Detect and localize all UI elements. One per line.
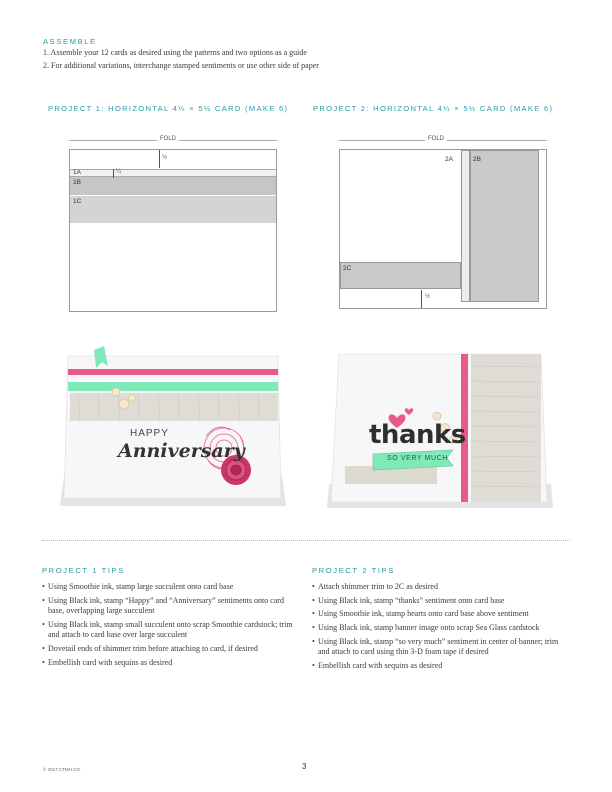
label-1c: 1C: [73, 198, 82, 205]
assemble-step-1: 1. Assemble your 12 cards as desired using the patterns and two options as a guide: [43, 48, 307, 57]
dim-gap-label: ¼: [116, 169, 122, 175]
project2-tips-list: [312, 582, 568, 675]
dim-arrow-top: [159, 150, 160, 168]
label-2c: 2C: [343, 265, 352, 272]
tip-item: • Attach shimmer trim to 2C as desired: [312, 582, 568, 593]
strip-1a: [70, 169, 276, 177]
tip-item: • Embellish card with sequins as desired: [312, 661, 568, 672]
project1-tips-list: [42, 582, 298, 671]
project1-tips-heading: PROJECT 1 TIPS: [42, 566, 125, 575]
project1-title: PROJECT 1: HORIZONTAL 4¼ × 5½ CARD (MAKE 6): [48, 104, 289, 113]
tip-item: • Using Black ink, stamp banner image onto scrap Sea Glass cardstock: [312, 623, 568, 634]
project2-card-photo: [325, 336, 555, 512]
project1-card-photo: [58, 336, 288, 512]
page-number: 3: [302, 762, 307, 771]
section-divider: [42, 540, 570, 541]
card1-happy-text: HAPPY: [130, 428, 169, 439]
assemble-heading: ASSEMBLE: [43, 37, 97, 46]
card2-so-very-much-text: SO VERY MUCH: [387, 455, 449, 462]
card1-illustration: [58, 336, 288, 512]
tip-item: • Dovetail ends of shimmer trim before attaching to card, if desired: [42, 644, 298, 655]
label-2b: 2B: [473, 156, 481, 163]
dim-top-label: ½: [162, 155, 168, 161]
tip-item: • Using Black ink, stamp “so very much” sentiment in center of banner; trim and attach to card using thin 3-D foam tape if desired: [312, 637, 568, 658]
assemble-step-2: 2. For additional variations, interchange stamped sentiments or use other side of paper: [43, 61, 319, 70]
tip-item: • Embellish card with sequins as desired: [42, 658, 298, 669]
dim-bottom-label: ½: [425, 294, 431, 300]
card1-anniversary-text: Anniversary: [118, 440, 245, 462]
strip-2b: [470, 150, 539, 302]
card2-thanks-text: thanks: [369, 420, 466, 450]
strip-2c: [340, 262, 461, 289]
project2-title: PROJECT 2: HORIZONTAL 4¼ × 5½ CARD (MAKE 6): [313, 104, 554, 113]
fold-label: FOLD: [157, 136, 179, 142]
strip-2a: [461, 150, 470, 302]
copyright-text: © 2017 CTMH CO.: [43, 767, 82, 772]
tip-item: • Using Black ink, stamp “thanks” sentiment onto card base: [312, 596, 568, 607]
fold-label: FOLD: [425, 136, 447, 142]
label-2a: 2A: [445, 156, 453, 163]
strip-1c: [70, 196, 276, 223]
project2-tips-heading: PROJECT 2 TIPS: [312, 566, 395, 575]
strip-1b: [70, 177, 276, 195]
tip-item: • Using Smoothie ink, stamp large succulent onto card base: [42, 582, 298, 593]
dim-arrow-bottom: [421, 290, 422, 308]
dim-arrow-gap: [113, 169, 114, 178]
tip-item: • Using Black ink, stamp small succulent onto scrap Smoothie cardstock; trim and attach to card base over large succulent: [42, 620, 298, 641]
label-1a: 1A: [73, 169, 81, 176]
project2-diagram: [339, 131, 547, 312]
tip-item: • Using Black ink, stamp “Happy” and “Anniversary” sentiments onto card base, overlapping large succulent: [42, 596, 298, 617]
tip-item: • Using Smoothie ink, stamp hearts onto card base above sentiment: [312, 609, 568, 620]
project1-diagram: [69, 131, 277, 312]
label-1b: 1B: [73, 179, 81, 186]
